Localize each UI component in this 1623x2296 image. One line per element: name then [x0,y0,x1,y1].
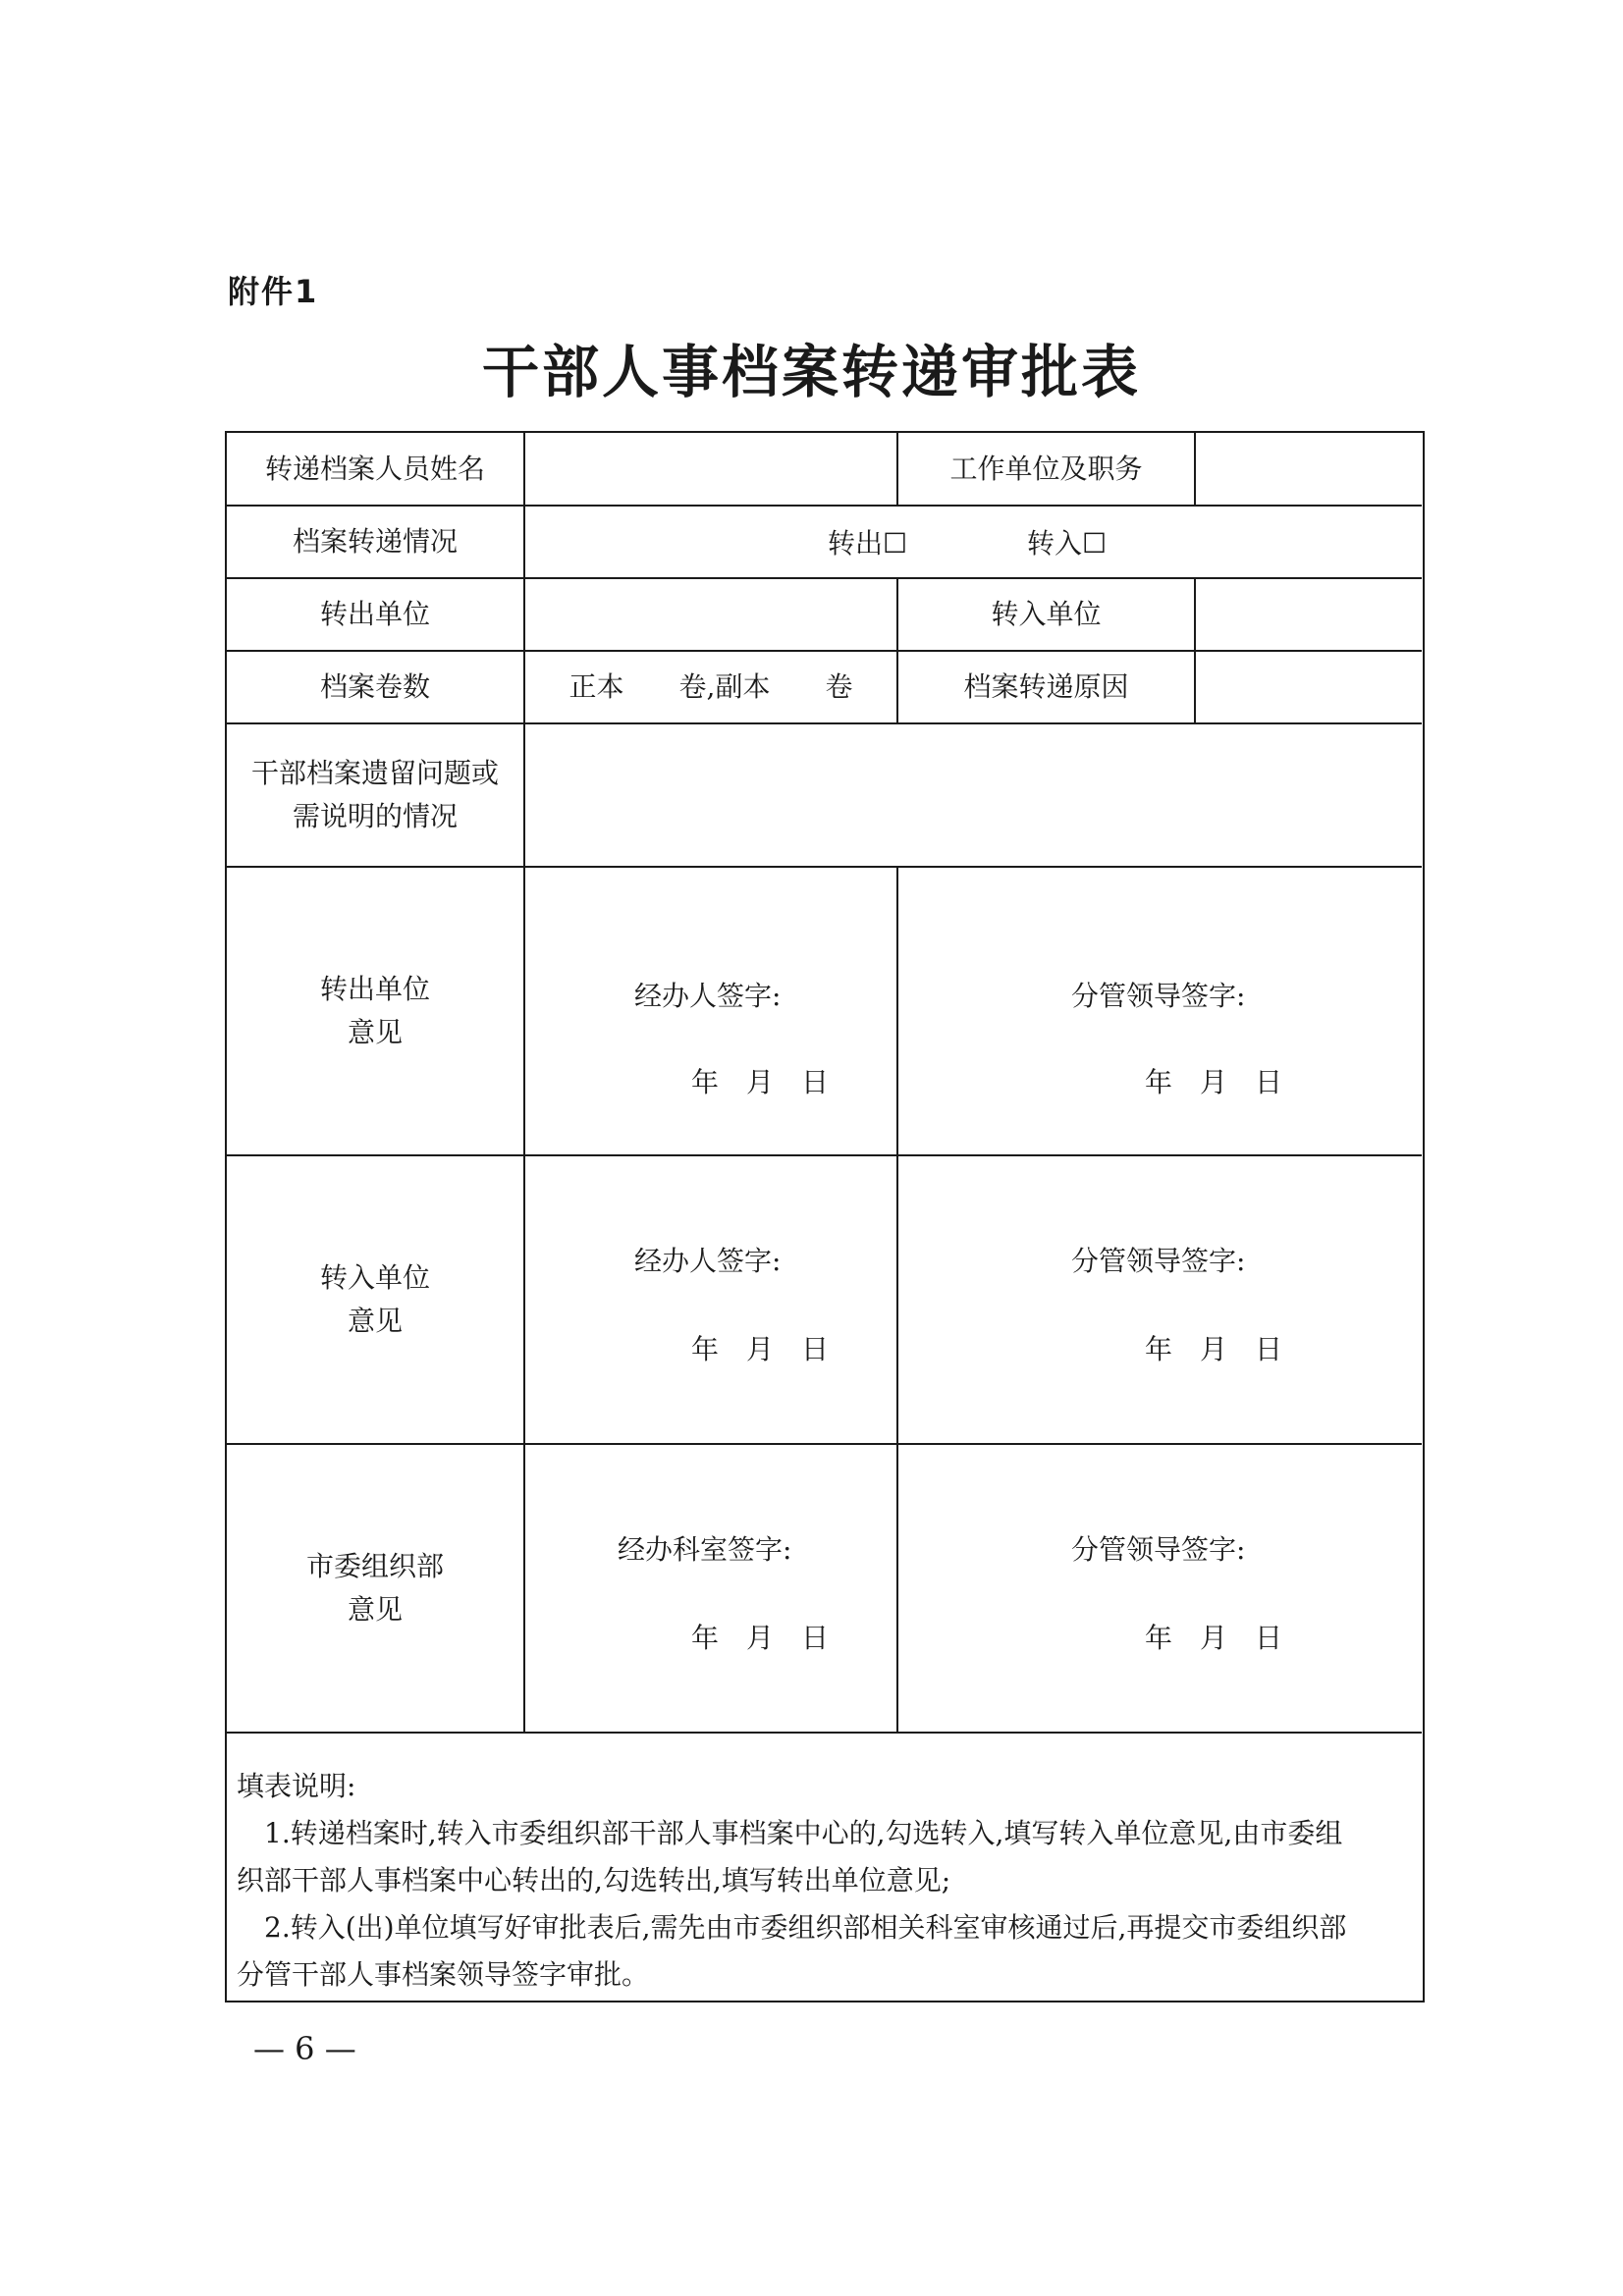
transfer-status-label: 档案转递情况 [292,525,458,558]
in-unit-opinion-label [227,1156,523,1443]
org-dept-opinion-label [227,1445,523,1732]
opinion-label-line1: 市委组织部 [305,1550,444,1582]
transfer-in-checkbox[interactable]: 转入☐ [1027,527,1108,560]
to-unit-label: 转入单位 [991,598,1102,630]
transfer-reason-label: 档案转递原因 [963,670,1129,703]
attachment-label: 附件1 [228,273,319,310]
page-number: — 6 — [253,2030,356,2067]
instruction-item-2-cont: 分管干部人事档案领导签字审批。 [237,1958,650,1991]
opinion-label-line1: 转入单位 [319,1261,430,1294]
handler-date[interactable]: 年 月 日 [691,1333,830,1365]
opinion-label-line2: 意见 [347,1593,403,1626]
instruction-item-1: 1.转递档案时,转入市委组织部干部人事档案中心的,勾选转入,填写转入单位意见,由市委组 [264,1817,1343,1849]
leader-date[interactable]: 年 月 日 [1145,1622,1283,1654]
instruction-item-2: 2.转入(出)单位填写好审批表后,需先由市委组织部相关科室审核通过后,再提交市委组织部 [264,1911,1347,1944]
handler-signature-label: 经办人签字: [634,1245,782,1277]
opinion-label-line2: 意见 [347,1016,403,1048]
office-signature-label: 经办科室签字: [618,1533,792,1566]
unit-position-label: 工作单位及职务 [949,452,1143,485]
office-date[interactable]: 年 月 日 [691,1622,830,1654]
opinion-label-line1: 转出单位 [319,973,430,1005]
transfer-reason-field[interactable] [1196,652,1422,722]
issue-label-line1: 干部档案遗留问题或 [250,757,499,789]
unit-position-field[interactable] [1196,433,1422,505]
issue-field[interactable] [525,724,1422,866]
from-unit-label: 转出单位 [319,598,430,630]
leader-date[interactable]: 年 月 日 [1145,1066,1283,1098]
issue-label-line2: 需说明的情况 [292,800,458,832]
volume-label: 档案卷数 [319,670,430,703]
volume-field[interactable]: 正本 卷,副本 卷 [568,670,853,703]
instructions-heading: 填表说明: [237,1770,356,1802]
from-unit-field[interactable] [525,579,896,650]
name-field[interactable] [525,433,896,505]
leader-date[interactable]: 年 月 日 [1145,1333,1283,1365]
to-unit-field[interactable] [1196,579,1422,650]
transfer-out-checkbox[interactable]: 转出☐ [828,527,908,560]
opinion-label-line2: 意见 [347,1305,403,1337]
form-title: 干部人事档案转递审批表 [481,339,1141,405]
filling-instructions [237,1763,1415,1999]
out-unit-opinion-label [227,868,523,1154]
instruction-item-1-cont: 织部干部人事档案中心转出的,勾选转出,填写转出单位意见; [237,1864,951,1896]
handler-signature-label: 经办人签字: [634,980,782,1012]
approval-form-table [225,431,1425,2002]
leader-signature-label: 分管领导签字: [1071,980,1246,1012]
issue-label [227,724,523,866]
leader-signature-label: 分管领导签字: [1071,1533,1246,1566]
handler-date[interactable]: 年 月 日 [691,1066,830,1098]
name-label: 转递档案人员姓名 [264,452,485,485]
leader-signature-label: 分管领导签字: [1071,1245,1246,1277]
